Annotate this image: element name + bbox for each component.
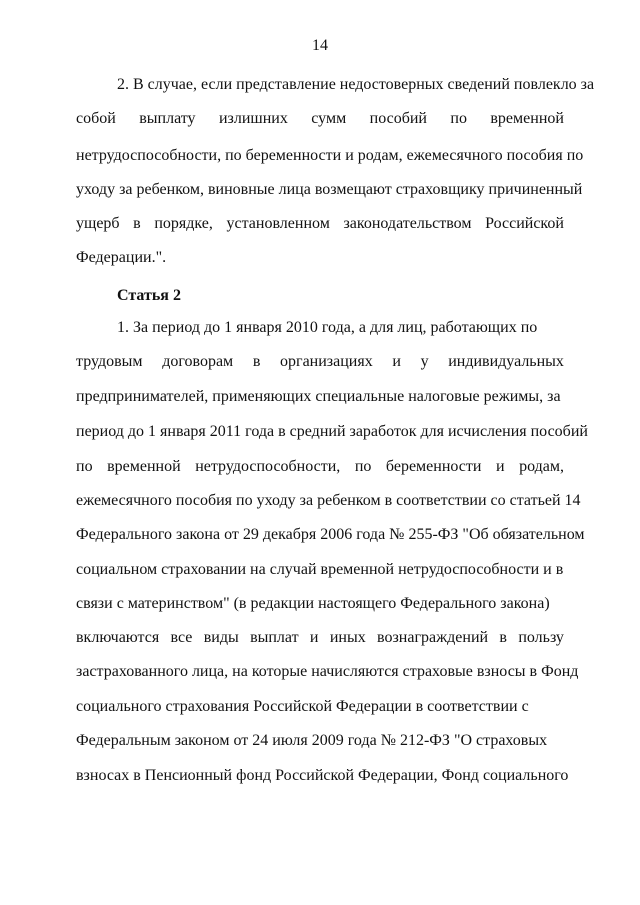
page-number: 14	[312, 37, 328, 54]
word: в	[252, 353, 261, 370]
paragraph-1-line-6: Федерации.".	[76, 249, 167, 266]
word: индивидуальных	[448, 353, 564, 370]
paragraph-2-line-12: социального страхования Российской Федерации в соответствии с	[76, 698, 529, 715]
word: выплат	[250, 629, 299, 646]
paragraph-2-line-6: ежемесячного пособия по уходу за ребенком в соответствии со статьей 14	[76, 492, 581, 509]
word: и	[392, 353, 401, 370]
word: нетрудоспособности,	[195, 458, 341, 475]
paragraph-2-line-1: 1. За период до 1 января 2010 года, а для лиц, работающих по	[117, 319, 538, 336]
word: собой	[76, 110, 116, 127]
paragraph-1-line-4: уходу за ребенком, виновные лица возмещают страховщику причиненный	[76, 181, 583, 198]
word: ущерб	[76, 215, 120, 232]
word: включаются	[76, 629, 160, 646]
word: родам,	[519, 458, 564, 475]
article-heading: Статья 2	[117, 287, 181, 304]
word: организациях	[280, 353, 373, 370]
word: иных	[329, 629, 366, 646]
word: установленном	[226, 215, 330, 232]
word: пользу	[518, 629, 564, 646]
paragraph-1-line-3: нетрудоспособности, по беременности и родам, ежемесячного пособия по	[76, 147, 584, 164]
paragraph-2-line-14: взносах в Пенсионный фонд Российской Федерации, Фонд социального	[76, 767, 569, 784]
word: сумм	[311, 110, 347, 127]
word: временной	[490, 110, 564, 127]
word: беременности	[385, 458, 482, 475]
paragraph-1-line-5	[76, 213, 564, 235]
word: и	[309, 629, 319, 646]
paragraph-2-line-9: связи с материнством" (в редакции настоящего Федерального закона)	[76, 595, 550, 612]
paragraph-2-line-8: социальном страховании на случай временной нетрудоспособности и в	[76, 561, 564, 578]
word: пособий	[369, 110, 427, 127]
paragraph-1-line-1: 2. В случае, если представление недостоверных сведений повлекло за	[117, 76, 595, 93]
word: виды	[203, 629, 239, 646]
word: по	[76, 458, 93, 475]
word: в	[133, 215, 141, 232]
paragraph-2-line-13: Федеральным законом от 24 июля 2009 года № 212-ФЗ "О страховых	[76, 732, 548, 749]
word: в	[499, 629, 507, 646]
paragraph-2-line-4: период до 1 января 2011 года в средний заработок для исчисления пособий	[76, 423, 588, 440]
word: законодательством	[343, 215, 472, 232]
word: вознаграждений	[377, 629, 489, 646]
word: по	[354, 458, 372, 475]
word: все	[170, 629, 193, 646]
word: временной	[107, 458, 181, 475]
paragraph-2-line-2	[76, 351, 564, 373]
paragraph-2-line-7: Федерального закона от 29 декабря 2006 года № 255-ФЗ "Об обязательном	[76, 526, 585, 543]
word: у	[420, 353, 429, 370]
word: порядке,	[154, 215, 213, 232]
word: по	[450, 110, 467, 127]
word: договорам	[162, 353, 234, 370]
paragraph-2-line-3: предпринимателей, применяющих специальные налоговые режимы, за	[76, 388, 561, 405]
word: Российской	[485, 215, 564, 232]
word: излишних	[218, 110, 288, 127]
paragraph-1-line-2	[76, 108, 564, 130]
word: выплату	[139, 110, 196, 127]
word: и	[496, 458, 505, 475]
paragraph-2-line-11: застрахованного лица, на которые начисляются страховые взносы в Фонд	[76, 663, 579, 680]
word: трудовым	[76, 353, 143, 370]
paragraph-2-line-10	[76, 627, 564, 649]
paragraph-2-line-5	[76, 456, 564, 478]
